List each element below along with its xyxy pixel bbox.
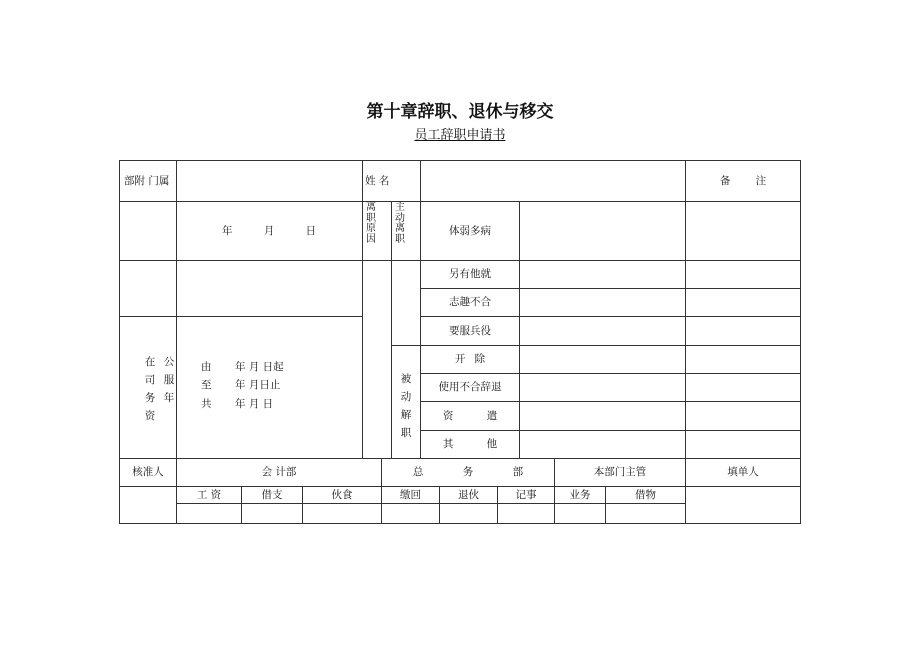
- name-label: 姓 名: [365, 175, 390, 187]
- department-label-cell: [119, 160, 177, 202]
- remark-field[interactable]: [685, 201, 801, 261]
- dept-head-label: 本部门主管: [593, 466, 647, 479]
- blank-field[interactable]: [176, 260, 363, 317]
- signature-field[interactable]: [554, 503, 606, 524]
- passive-label: 被动解职: [400, 373, 412, 439]
- signature-field[interactable]: [241, 503, 303, 524]
- filler-signature-field[interactable]: [685, 486, 801, 524]
- sub-header-cell: [439, 486, 498, 504]
- reason-item: 体弱多病: [449, 224, 491, 237]
- voluntary-label-cell: [391, 201, 421, 261]
- remark-field[interactable]: [685, 430, 801, 459]
- general-affairs-label: 总 务 部: [412, 466, 524, 479]
- signature-field[interactable]: [605, 503, 686, 524]
- sub-header: 伙食: [331, 488, 353, 501]
- name-field[interactable]: [420, 160, 686, 202]
- signature-field[interactable]: [302, 503, 382, 524]
- sub-header-cell: [554, 486, 606, 504]
- sub-header-cell: [176, 486, 242, 504]
- reason-item-cell: [420, 201, 520, 261]
- reason-item: 其 他: [442, 438, 498, 451]
- signature-field[interactable]: [497, 503, 555, 524]
- reason-item-cell: [420, 316, 520, 346]
- sub-header-cell: [241, 486, 303, 504]
- service-total: 共: [201, 398, 212, 410]
- signature-field[interactable]: [176, 503, 242, 524]
- date-label: 年 月 日: [222, 225, 317, 237]
- reason-item-cell: [420, 373, 520, 402]
- service-to-value: 年 月日止: [235, 379, 281, 391]
- name-label-cell: [362, 160, 421, 202]
- remark-field[interactable]: [685, 345, 801, 374]
- reason-item: 另有他就: [449, 268, 491, 281]
- sub-header: 退伙: [458, 488, 479, 501]
- reason-check-field[interactable]: [519, 430, 686, 459]
- passive-label-cell: [391, 345, 421, 459]
- reason-check-field[interactable]: [519, 288, 686, 317]
- sub-header: 借物: [635, 488, 656, 501]
- sub-header-cell: [497, 486, 555, 504]
- reason-item: 开 除: [454, 353, 486, 366]
- sub-header: 缴回: [400, 488, 421, 501]
- remark-label: 备 注: [719, 174, 767, 187]
- remark-field[interactable]: [685, 316, 801, 346]
- reason-item: 志趣不合: [449, 296, 491, 309]
- service-label-col1: 在司务资: [144, 356, 156, 422]
- approver-label-cell: [119, 458, 177, 487]
- reason-check-field[interactable]: [519, 373, 686, 402]
- accounting-label: 会 计部: [261, 466, 297, 479]
- department-label: 部附 门属: [124, 175, 170, 187]
- reason-item-cell: [420, 260, 520, 289]
- service-total-value: 年 月 日: [235, 398, 274, 410]
- sub-header: 工 资: [196, 488, 222, 501]
- remark-label-cell: [685, 160, 801, 202]
- sub-header-cell: [302, 486, 382, 504]
- sub-header-cell: [381, 486, 440, 504]
- general-affairs-label-cell: [381, 458, 555, 487]
- accounting-label-cell: [176, 458, 382, 487]
- reason-check-field[interactable]: [519, 345, 686, 374]
- reason-item-cell: [420, 288, 520, 317]
- reason-item: 要服兵役: [449, 324, 491, 337]
- filler-label: 填单人: [727, 466, 759, 479]
- blank-cell: [119, 201, 177, 261]
- department-field[interactable]: [176, 160, 363, 202]
- approver-label: 核准人: [132, 466, 164, 479]
- reason-item: 使用不合辞退: [438, 381, 502, 394]
- signature-field[interactable]: [439, 503, 498, 524]
- signature-field[interactable]: [381, 503, 440, 524]
- service-field[interactable]: [176, 316, 363, 459]
- filler-label-cell: [685, 458, 801, 487]
- reason-item-cell: [420, 430, 520, 459]
- sub-header-cell: [605, 486, 686, 504]
- reason-item-cell: [420, 345, 520, 374]
- remark-field[interactable]: [685, 373, 801, 402]
- approver-signature-field[interactable]: [119, 486, 177, 524]
- document-title: 第十章辞职、退休与移交: [366, 102, 554, 122]
- remark-field[interactable]: [685, 401, 801, 431]
- voluntary-blank-cell: [391, 260, 421, 346]
- service-to: 至: [201, 379, 212, 391]
- reason-item-cell: [420, 401, 520, 431]
- service-from-value: 年 月 日起: [235, 361, 284, 373]
- sub-header: 借支: [261, 488, 283, 501]
- service-label-col2: 公服年: [163, 356, 175, 404]
- reason-blank-cell: [362, 260, 392, 459]
- service-label-cell: [119, 316, 177, 459]
- reason-check-field[interactable]: [519, 260, 686, 289]
- reason-check-field[interactable]: [519, 201, 686, 261]
- document-subtitle: 员工辞职申请书: [414, 128, 506, 143]
- voluntary-label: 主动离职: [395, 202, 405, 245]
- remark-field[interactable]: [685, 288, 801, 317]
- dept-head-label-cell: [554, 458, 686, 487]
- remark-field[interactable]: [685, 260, 801, 289]
- service-from: 由: [201, 361, 212, 373]
- sub-header: 记事: [515, 488, 537, 501]
- reason-check-field[interactable]: [519, 401, 686, 431]
- date-field[interactable]: [176, 201, 363, 261]
- sub-header: 业务: [569, 488, 591, 501]
- reason-label: 离职原因: [366, 202, 376, 245]
- reason-label-cell: [362, 201, 392, 261]
- blank-cell: [119, 260, 177, 317]
- reason-item: 资 遣: [442, 409, 498, 422]
- reason-check-field[interactable]: [519, 316, 686, 346]
